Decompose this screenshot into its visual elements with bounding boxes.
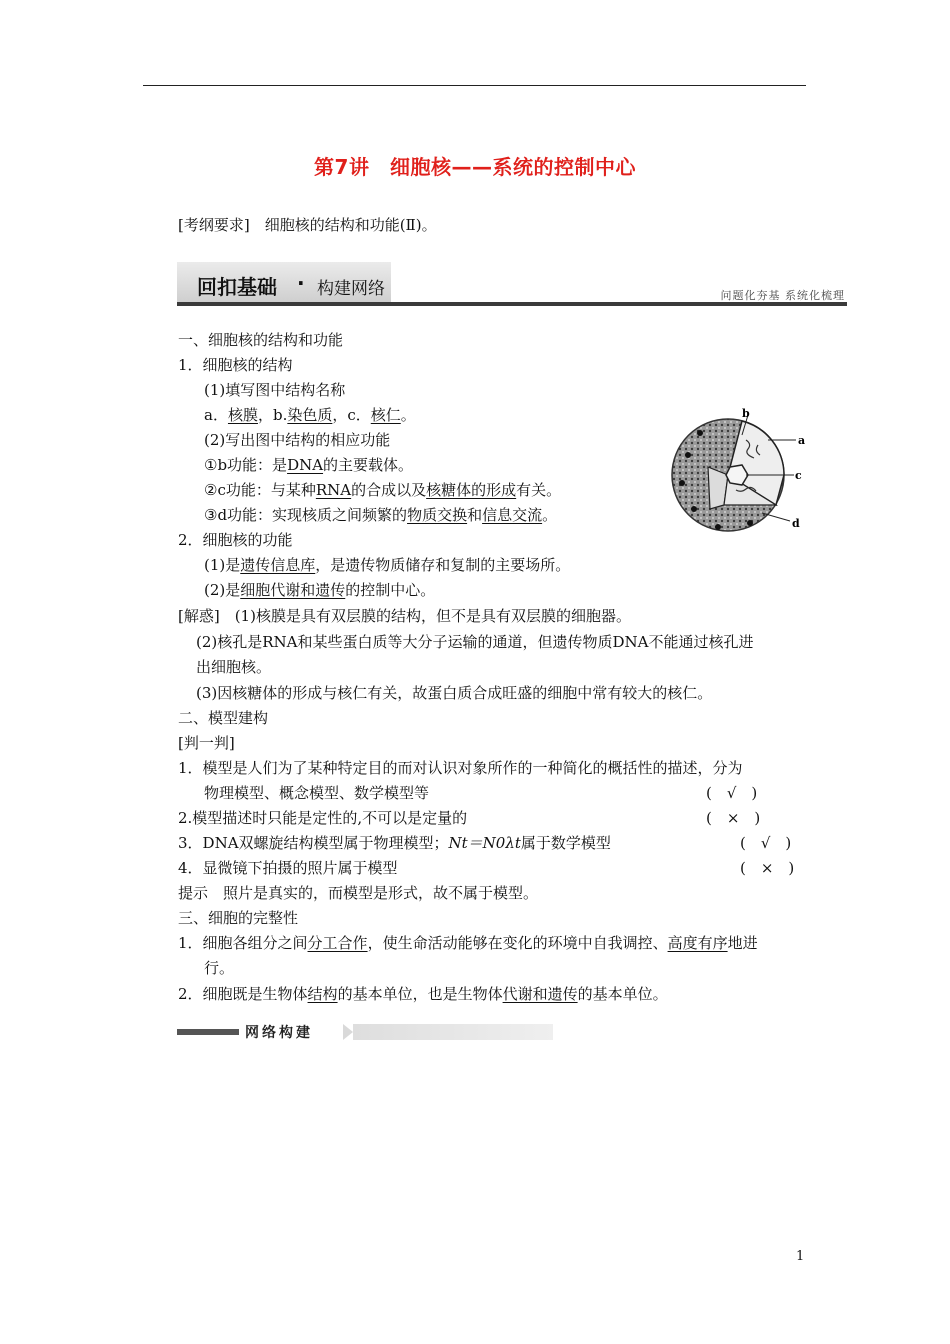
answer: 核糖体的形成 xyxy=(426,481,517,499)
answer: 物质交换 xyxy=(407,506,468,524)
answer: 代谢和遗传 xyxy=(502,985,578,1003)
clarify-1: [解惑] (1)核膜是具有双层膜的结构，但不是具有双层膜的细胞器。 xyxy=(178,607,631,625)
section-banner xyxy=(177,262,847,306)
answer: RNA xyxy=(315,481,352,499)
judge-q2: 2.模型描述时只能是定性的,不可以是定量的 xyxy=(178,809,468,827)
header-rule xyxy=(143,85,806,86)
s3-heading: 三、细胞的完整性 xyxy=(178,909,299,927)
page-number: 1 xyxy=(796,1249,805,1264)
answer: 信息交流 xyxy=(482,506,543,524)
answer: 核膜 xyxy=(227,406,258,424)
label-c: c xyxy=(795,469,802,482)
integrity-1b: 行。 xyxy=(204,959,235,977)
s1-p1: (1)填写图中结构名称 xyxy=(204,381,346,399)
formula: Nt＝N0λt xyxy=(448,834,521,852)
label-b: b xyxy=(742,407,750,420)
s1-heading: 一、细胞核的结构和功能 xyxy=(178,331,344,349)
banner-sub: 构建网络 xyxy=(317,279,385,299)
banner-main: 回扣基础 xyxy=(197,275,277,299)
answer: 核仁 xyxy=(370,406,401,424)
hint: 提示 照片是真实的，而模型是形式，故不属于模型。 xyxy=(178,884,539,902)
banner-tag: 问题化夯基 系统化梳理 xyxy=(720,289,845,302)
judge-q1b: 物理模型、概念模型、数学模型等 xyxy=(204,784,430,802)
page-title: 第7讲 细胞核——系统的控制中心 xyxy=(314,155,636,179)
function-d: ③d功能：实现核质之间频繁的物质交换和信息交流。 xyxy=(204,506,558,524)
judge-q3: 3．DNA双螺旋结构模型属于物理模型；Nt＝N0λt属于数学模型 xyxy=(178,834,611,852)
answer: 染色质 xyxy=(287,406,333,424)
exam-requirement: [考纲要求] 细胞核的结构和功能(Ⅱ)。 xyxy=(178,216,437,234)
s2-sub: [判一判] xyxy=(178,734,235,752)
answer: 细胞代谢和遗传 xyxy=(240,581,346,599)
clarify-2a: (2)核孔是RNA和某些蛋白质等大分子运输的通道，但遗传物质DNA不能通过核孔进 xyxy=(196,633,754,651)
judge-mark-3: ( √ ) xyxy=(740,834,792,852)
function-c: ②c功能：与某种RNA的合成以及核糖体的形成有关。 xyxy=(204,481,562,499)
judge-q1a: 1．模型是人们为了某种特定目的而对认识对象所作的一种简化的概括性的描述，分为 xyxy=(178,759,743,777)
answer: 遗传信息库 xyxy=(240,556,316,574)
clarify-3: (3)因核糖体的形成与核仁有关，故蛋白质合成旺盛的细胞中常有较大的核仁。 xyxy=(196,684,713,702)
s1-h2: 2．细胞核的功能 xyxy=(178,531,293,549)
banner-dot: · xyxy=(297,271,305,295)
network-label: 网络构建 xyxy=(245,1025,313,1041)
label-a: a xyxy=(798,434,806,447)
judge-mark-2: ( × ) xyxy=(706,809,761,827)
answer: DNA xyxy=(287,456,324,474)
judge-mark-1: ( √ ) xyxy=(706,784,758,802)
label-d: d xyxy=(792,517,800,530)
nucleus-illustration xyxy=(666,405,816,540)
s1-p2: (2)写出图中结构的相应功能 xyxy=(204,431,391,449)
integrity-1: 1．细胞各组分之间分工合作，使生命活动能够在变化的环境中自我调控、高度有序地进 xyxy=(178,934,758,952)
structure-names: a．核膜，b.染色质，c．核仁。 xyxy=(204,406,416,424)
integrity-2: 2．细胞既是生物体结构的基本单位，也是生物体代谢和遗传的基本单位。 xyxy=(178,985,668,1003)
answer: 分工合作 xyxy=(307,934,368,952)
arrow-icon xyxy=(343,1024,353,1040)
s1-h1: 1．细胞核的结构 xyxy=(178,356,293,374)
judge-mark-4: ( × ) xyxy=(740,859,795,877)
clarify-2b: 出细胞核。 xyxy=(196,658,272,676)
nucleus-diagram xyxy=(666,405,816,540)
answer: 结构 xyxy=(307,985,338,1003)
nucleus-function-2: (2)是细胞代谢和遗传的控制中心。 xyxy=(204,581,436,599)
nucleus-function-1: (1)是遗传信息库，是遗传物质储存和复制的主要场所。 xyxy=(204,556,571,574)
judge-q4: 4．显微镜下拍摄的照片属于模型 xyxy=(178,859,398,877)
s2-heading: 二、模型建构 xyxy=(178,709,269,727)
answer: 高度有序 xyxy=(667,934,728,952)
function-b: ①b功能：是DNA的主要载体。 xyxy=(204,456,414,474)
network-construction-bar xyxy=(177,1024,553,1040)
